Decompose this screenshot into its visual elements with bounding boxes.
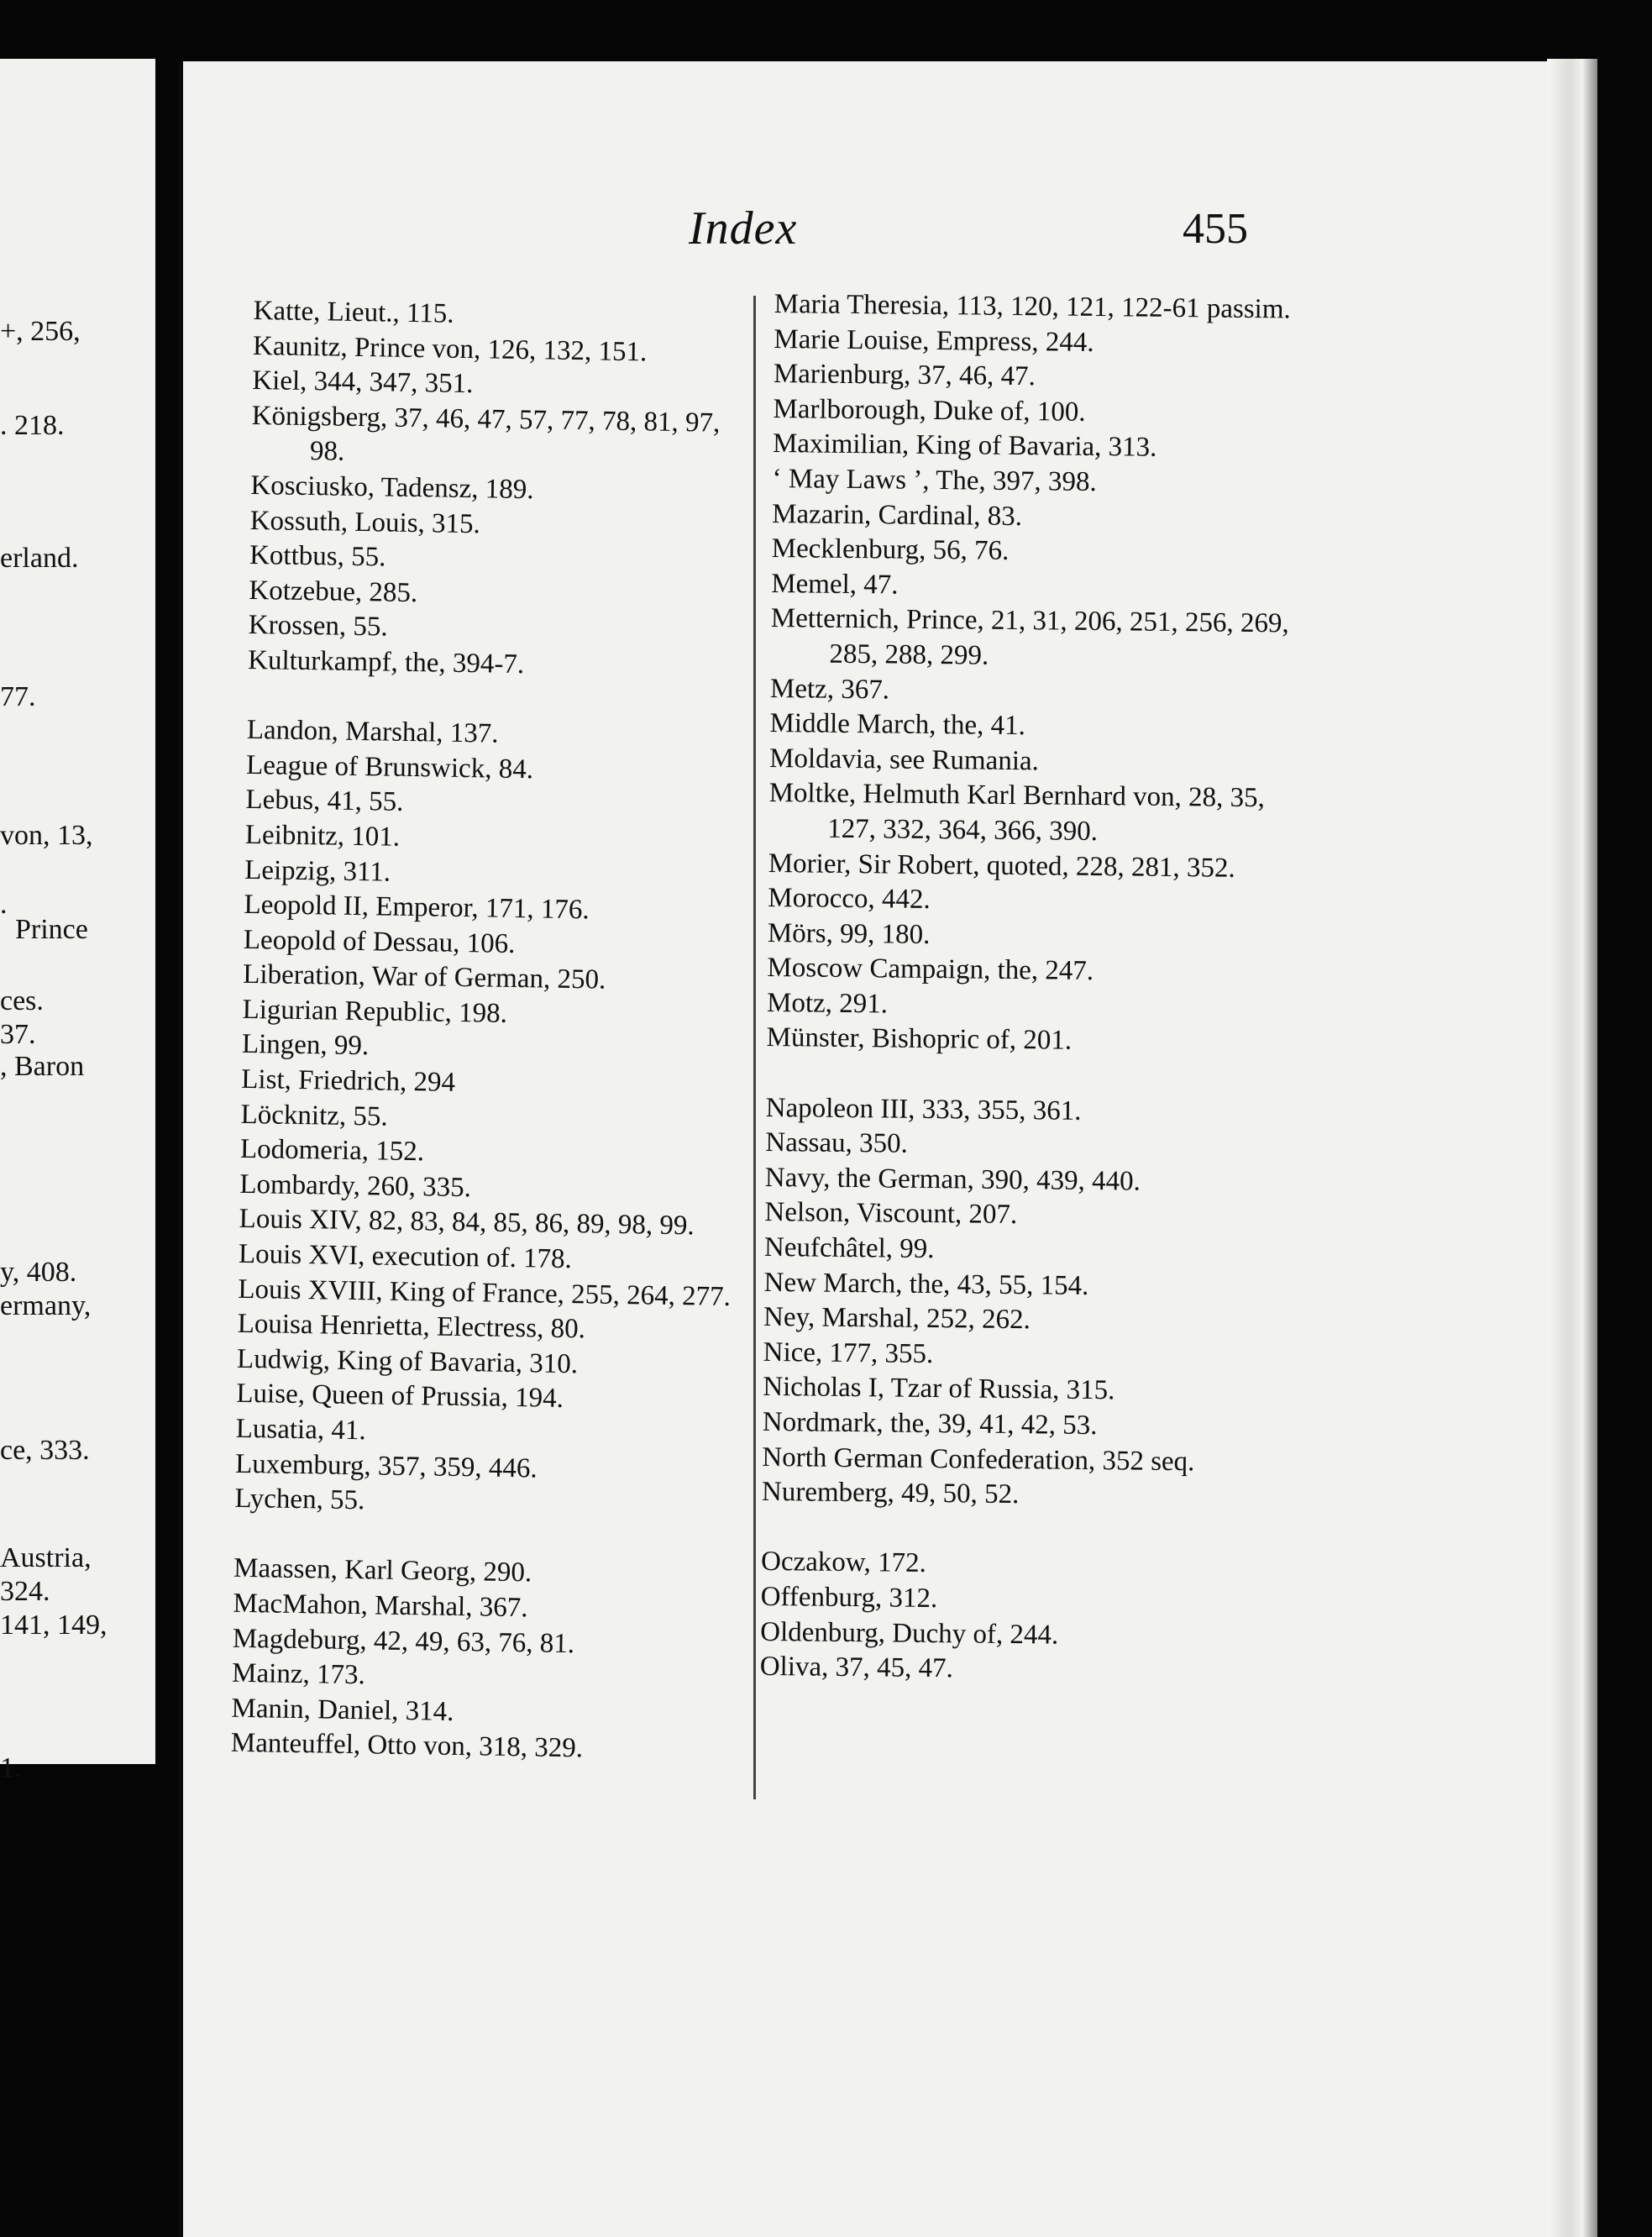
index-group-l	[234, 713, 751, 1525]
index-entry: North German Confederation, 352 seq.	[762, 1441, 1195, 1477]
index-entry: Metz, 367.	[769, 673, 890, 705]
index-entry: Lombardy, 260, 335.	[239, 1168, 472, 1204]
left-fragment: erland.	[0, 543, 79, 574]
index-entry: Napoleon III, 333, 355, 361.	[765, 1092, 1082, 1126]
index-entry: Kulturkampf, the, 394-7.	[247, 644, 525, 680]
index-entry: Manteuffel, Otto von, 318, 329.	[230, 1728, 584, 1764]
index-entry: Marie Louise, Empress, 244.	[774, 323, 1094, 358]
left-fragment: ermany,	[0, 1290, 92, 1321]
index-entry: Lebus, 41, 55.	[245, 785, 404, 818]
index-entry: League of Brunswick, 84.	[245, 749, 534, 785]
index-entry: Navy, the German, 390, 439, 440.	[764, 1162, 1141, 1197]
index-group-m-right	[766, 287, 1295, 1062]
left-fragment: 37.	[0, 1019, 36, 1050]
index-entry: Lodomeria, 152.	[239, 1134, 425, 1168]
index-entry: Louis XVIII, King of France, 255, 264, 277.	[238, 1273, 732, 1312]
index-entry: Kaunitz, Prince von, 126, 132, 151.	[252, 330, 648, 367]
left-fragment: .	[0, 889, 8, 920]
index-entry: Leipzig, 311.	[244, 854, 391, 888]
index-entry: Morier, Sir Robert, quoted, 228, 281, 352.	[768, 848, 1235, 884]
index-entry: Leopold of Dessau, 106.	[243, 924, 516, 959]
index-entry: Magdeburg, 42, 49, 63, 76, 81.	[232, 1623, 575, 1659]
index-group-k	[248, 294, 758, 686]
index-entry: Lusatia, 41.	[235, 1413, 366, 1447]
index-entry: Middle March, the, 41.	[769, 708, 1026, 742]
left-fragment: 141, 149,	[0, 1609, 108, 1641]
index-entry: Kiel, 344, 347, 351.	[252, 365, 474, 400]
index-entry: Oldenburg, Duchy of, 244.	[760, 1616, 1059, 1651]
index-entry: Metternich, Prince, 21, 31, 206, 251, 256, 269, 285, 288, 299.	[770, 603, 1289, 671]
index-entry: Louis XIV, 82, 83, 84, 85, 86, 89, 98, 99.	[239, 1204, 695, 1242]
index-entry: Maria Theresia, 113, 120, 121, 122-61 passim.	[774, 288, 1291, 325]
index-entry: Krossen, 55.	[248, 610, 388, 643]
index-entry: Luise, Queen of Prussia, 194.	[236, 1378, 564, 1415]
index-entry: Nordmark, the, 39, 41, 42, 53.	[762, 1406, 1098, 1441]
left-fragment: +, 256,	[0, 316, 81, 347]
index-entry: Nicholas I, Tzar of Russia, 315.	[763, 1372, 1115, 1406]
index-entry: ‘ May Laws ’, The, 397, 398.	[772, 463, 1097, 497]
index-entry: Ney, Marshal, 252, 262.	[763, 1302, 1031, 1336]
index-entry: Liberation, War of German, 250.	[242, 959, 606, 995]
index-entry: Motz, 291.	[766, 987, 889, 1020]
left-fragment: von, 13,	[0, 820, 93, 851]
index-entry: Oliva, 37, 45, 47.	[759, 1651, 954, 1684]
left-fragment: 324.	[0, 1576, 50, 1607]
index-entry: Nelson, Viscount, 207.	[764, 1197, 1018, 1231]
left-fragment: 1.	[0, 1752, 22, 1783]
index-entry: Oczakow, 172.	[760, 1546, 927, 1579]
index-entry: Kotzebue, 285.	[249, 575, 418, 608]
index-entry: Nuremberg, 49, 50, 52.	[761, 1477, 1020, 1510]
index-entry: Leibnitz, 101.	[244, 819, 401, 853]
index-entry: Löcknitz, 55.	[240, 1099, 388, 1132]
left-fragment: ces.	[0, 985, 44, 1016]
previous-page-fragment	[0, 59, 155, 1783]
index-entry: Leopold II, Emperor, 171, 176.	[244, 890, 590, 926]
index-entry: Louisa Henrietta, Electress, 80.	[237, 1309, 586, 1345]
index-group-n	[762, 1091, 1287, 1516]
index-column-right	[760, 287, 1295, 1690]
index-entry: Memel, 47.	[771, 568, 899, 601]
index-entry: Nassau, 350.	[765, 1127, 909, 1159]
index-entry: Kosciusko, Tadensz, 189.	[250, 470, 534, 506]
left-fragment: y, 408.	[0, 1257, 77, 1288]
left-fragment: ce, 333.	[0, 1435, 90, 1466]
page-number: 455	[1183, 205, 1248, 253]
index-entry: Münster, Bishopric of, 201.	[766, 1022, 1072, 1057]
left-fragment: Austria,	[0, 1542, 92, 1573]
index-entry: Katte, Lieut., 115.	[253, 295, 454, 329]
running-title: Index	[689, 202, 798, 255]
index-entry: Neufchâtel, 99.	[763, 1231, 935, 1265]
page-edge	[1547, 59, 1597, 2237]
index-group-m-left	[231, 1552, 738, 1769]
left-fragment: , Baron	[0, 1051, 85, 1082]
index-entry: Maassen, Karl Georg, 290.	[233, 1553, 532, 1588]
index-entry: Mainz, 173.	[231, 1657, 366, 1691]
index-entry: List, Friedrich, 294	[241, 1063, 456, 1098]
index-entry: Morocco, 442.	[768, 883, 931, 916]
left-fragment: Prince	[15, 914, 88, 945]
left-fragment: . 218.	[0, 410, 65, 441]
index-entry: Mecklenburg, 56, 76.	[771, 533, 1010, 567]
left-fragment: 77.	[0, 681, 36, 712]
index-entry: Lychen, 55.	[234, 1483, 365, 1516]
index-entry: Mörs, 99, 180.	[767, 917, 931, 950]
index-entry: Mazarin, Cardinal, 83.	[771, 498, 1023, 532]
index-column-left	[231, 294, 758, 1769]
index-entry: Offenburg, 312.	[760, 1581, 938, 1615]
index-entry: Moldavia, see Rumania.	[768, 743, 1040, 777]
index-entry: Königsberg, 37, 46, 47, 57, 77, 78, 81, 97, 98.	[251, 400, 721, 468]
index-entry: Maximilian, King of Bavaria, 313.	[772, 428, 1157, 464]
index-entry: Moscow Campaign, the, 247.	[767, 953, 1094, 987]
index-group-o	[760, 1545, 1282, 1690]
index-entry: Ludwig, King of Bavaria, 310.	[236, 1343, 579, 1380]
index-entry: Moltke, Helmuth Karl Bernhard von, 28, 35, 127, 332, 364, 366, 390.	[768, 778, 1266, 847]
index-entry: Kottbus, 55.	[249, 540, 386, 573]
index-entry: Luxemburg, 357, 359, 446.	[234, 1448, 538, 1484]
index-entry: Manin, Daniel, 314.	[231, 1693, 454, 1727]
index-entry: Lingen, 99.	[241, 1029, 370, 1062]
index-entry: Kossuth, Louis, 315.	[249, 505, 481, 539]
index-entry: New March, the, 43, 55, 154.	[763, 1267, 1089, 1301]
index-entry: Ligurian Republic, 198.	[242, 994, 508, 1029]
index-entry: Landon, Marshal, 137.	[246, 715, 499, 749]
index-entry: Louis XVI, execution of. 178.	[238, 1238, 573, 1275]
index-entry: Marlborough, Duke of, 100.	[773, 393, 1086, 428]
index-entry: MacMahon, Marshal, 367.	[233, 1588, 528, 1624]
index-entry: Marienburg, 37, 46, 47.	[773, 359, 1036, 392]
index-entry: Nice, 177, 355.	[763, 1336, 934, 1369]
